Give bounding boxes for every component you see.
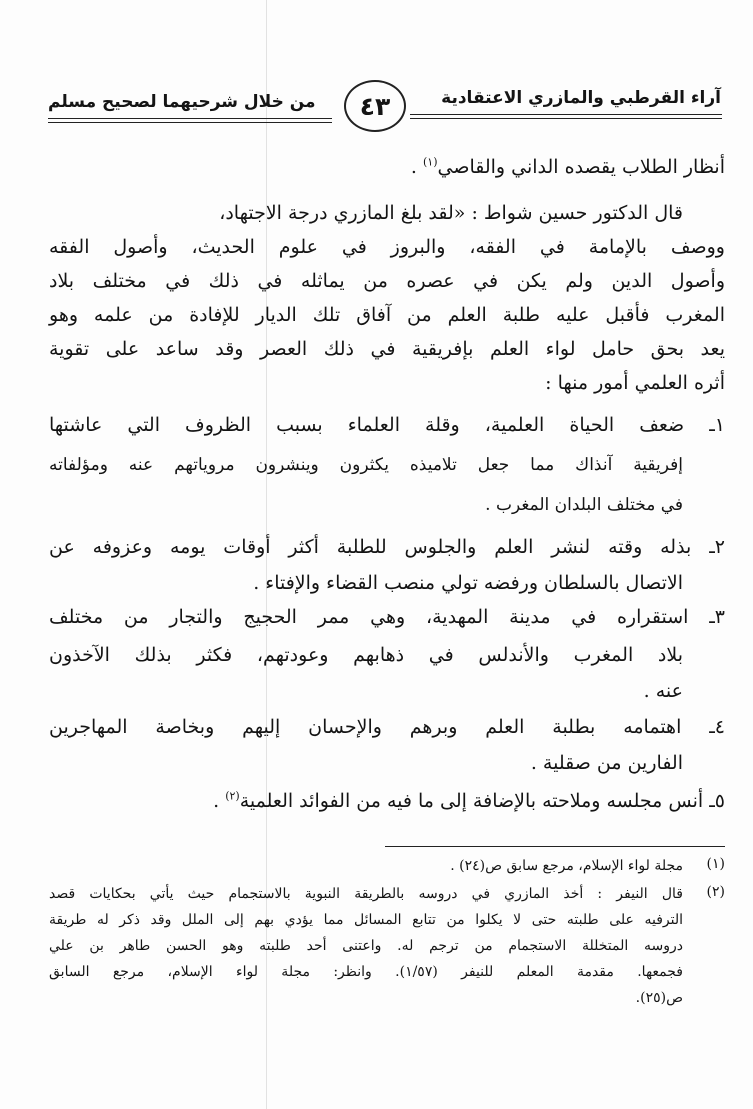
body-line: وأصول الدين ولم يكن في عصره من يماثله في ذلك في مختلف بلاد <box>49 270 725 292</box>
footnote-separator <box>385 846 725 847</box>
body-line: قال الدكتور حسين شواط : «لقد بلغ المازري درجة الاجتهاد، <box>219 202 683 224</box>
page-number: ٤٣ <box>344 80 406 132</box>
list-item-line: إفريقية آنذاك مما جعل تلاميذه يكثرون وينشرون مروياتهم عنه ومؤلفاته <box>49 455 683 475</box>
body-line: يعد بحق حامل لواء العلم بإفريقية في ذلك العصر وقد ساعد على تقوية <box>49 338 725 360</box>
footnote-line: قال النيفر : أخذ المازري في دروسه بالطريقة النبوية بالاستجمام حيث يأتي بحكايات قصد <box>49 886 683 902</box>
body-line <box>411 152 725 182</box>
footnote-line: الترفيه على طلبته حتى لا يكلوا من تتابع المسائل مما يؤدي بهم إلى الملل وقد ذكر له طريقة <box>49 912 683 928</box>
list-item-line: بلاد المغرب والأندلس في ذهابهم وعودتهم، فكثر بذلك الآخذون <box>49 644 683 666</box>
header-rule-right-1 <box>410 114 722 115</box>
footnote-line: مجلة لواء الإسلام، مرجع سابق ص(٢٤) . <box>450 858 683 874</box>
list-item-line: الاتصال بالسلطان ورفضه تولي منصب القضاء والإفتاء . <box>253 572 683 594</box>
list-item-line: في مختلف البلدان المغرب . <box>485 495 683 515</box>
footnote-line: ص(٢٥). <box>635 990 683 1006</box>
running-header-left: من خلال شرحيهما لصحيح مسلم <box>48 92 316 112</box>
list-item-line: الفارين من صقلية . <box>530 752 683 774</box>
body-line: ووصف بالإمامة في الفقه، والبروز في علوم الحديث، وأصول الفقه <box>49 236 725 258</box>
body-text: ٥ـ أنس مجلسه وملاحته بالإضافة إلى ما فيه من الفوائد العلمية <box>239 790 725 812</box>
list-item-line: ٣ـ استقراره في مدينة المهدية، وهي ممر الحجيج والتجار من مختلف <box>49 606 725 628</box>
footnote-ref: (٢) <box>225 789 240 803</box>
list-item-line: ٢ـ بذله وقته لنشر العلم والجلوس للطلبة أكثر أوقات يومه وعزوفه عن <box>49 536 725 558</box>
body-text-end: . <box>410 156 417 178</box>
body-line: أثره العلمي أمور منها : <box>545 372 725 394</box>
running-header-right: آراء القرطبي والمازري الاعتقادية <box>441 88 721 108</box>
list-item-line: ١ـ ضعف الحياة العلمية، وقلة العلماء بسبب الظروف التي عاشتها <box>49 414 725 436</box>
footnote-number: (٢) <box>706 884 725 900</box>
list-item-line <box>213 786 725 816</box>
body-line: المغرب فأقبل عليه طلبة العلم من آفاق تلك الديار للإفادة من علمه وهو <box>49 304 725 326</box>
body-text-end: . <box>213 790 220 812</box>
footnote-ref: (١) <box>422 155 438 169</box>
header-rule-left-1 <box>48 118 332 119</box>
footnote-number: (١) <box>706 856 725 872</box>
footnote-line: دروسه المتخللة الاستجمام من ترجم له. واعتنى أحد طلبته وهو الحسن طاهر بن علي <box>49 938 683 954</box>
body-text: أنظار الطلاب يقصده الداني والقاصي <box>437 156 725 178</box>
header-rule-right-2 <box>410 118 722 119</box>
list-item-line: عنه . <box>643 680 683 702</box>
footnote-line: فجمعها. مقدمة المعلم للنيفر (١/٥٧). وانظر: مجلة لواء الإسلام، مرجع السابق <box>49 964 683 980</box>
list-item-line: ٤ـ اهتمامه بطلبة العلم وبرهم والإحسان إليهم وبخاصة المهاجرين <box>49 716 725 738</box>
header-rule-left-2 <box>48 122 332 123</box>
